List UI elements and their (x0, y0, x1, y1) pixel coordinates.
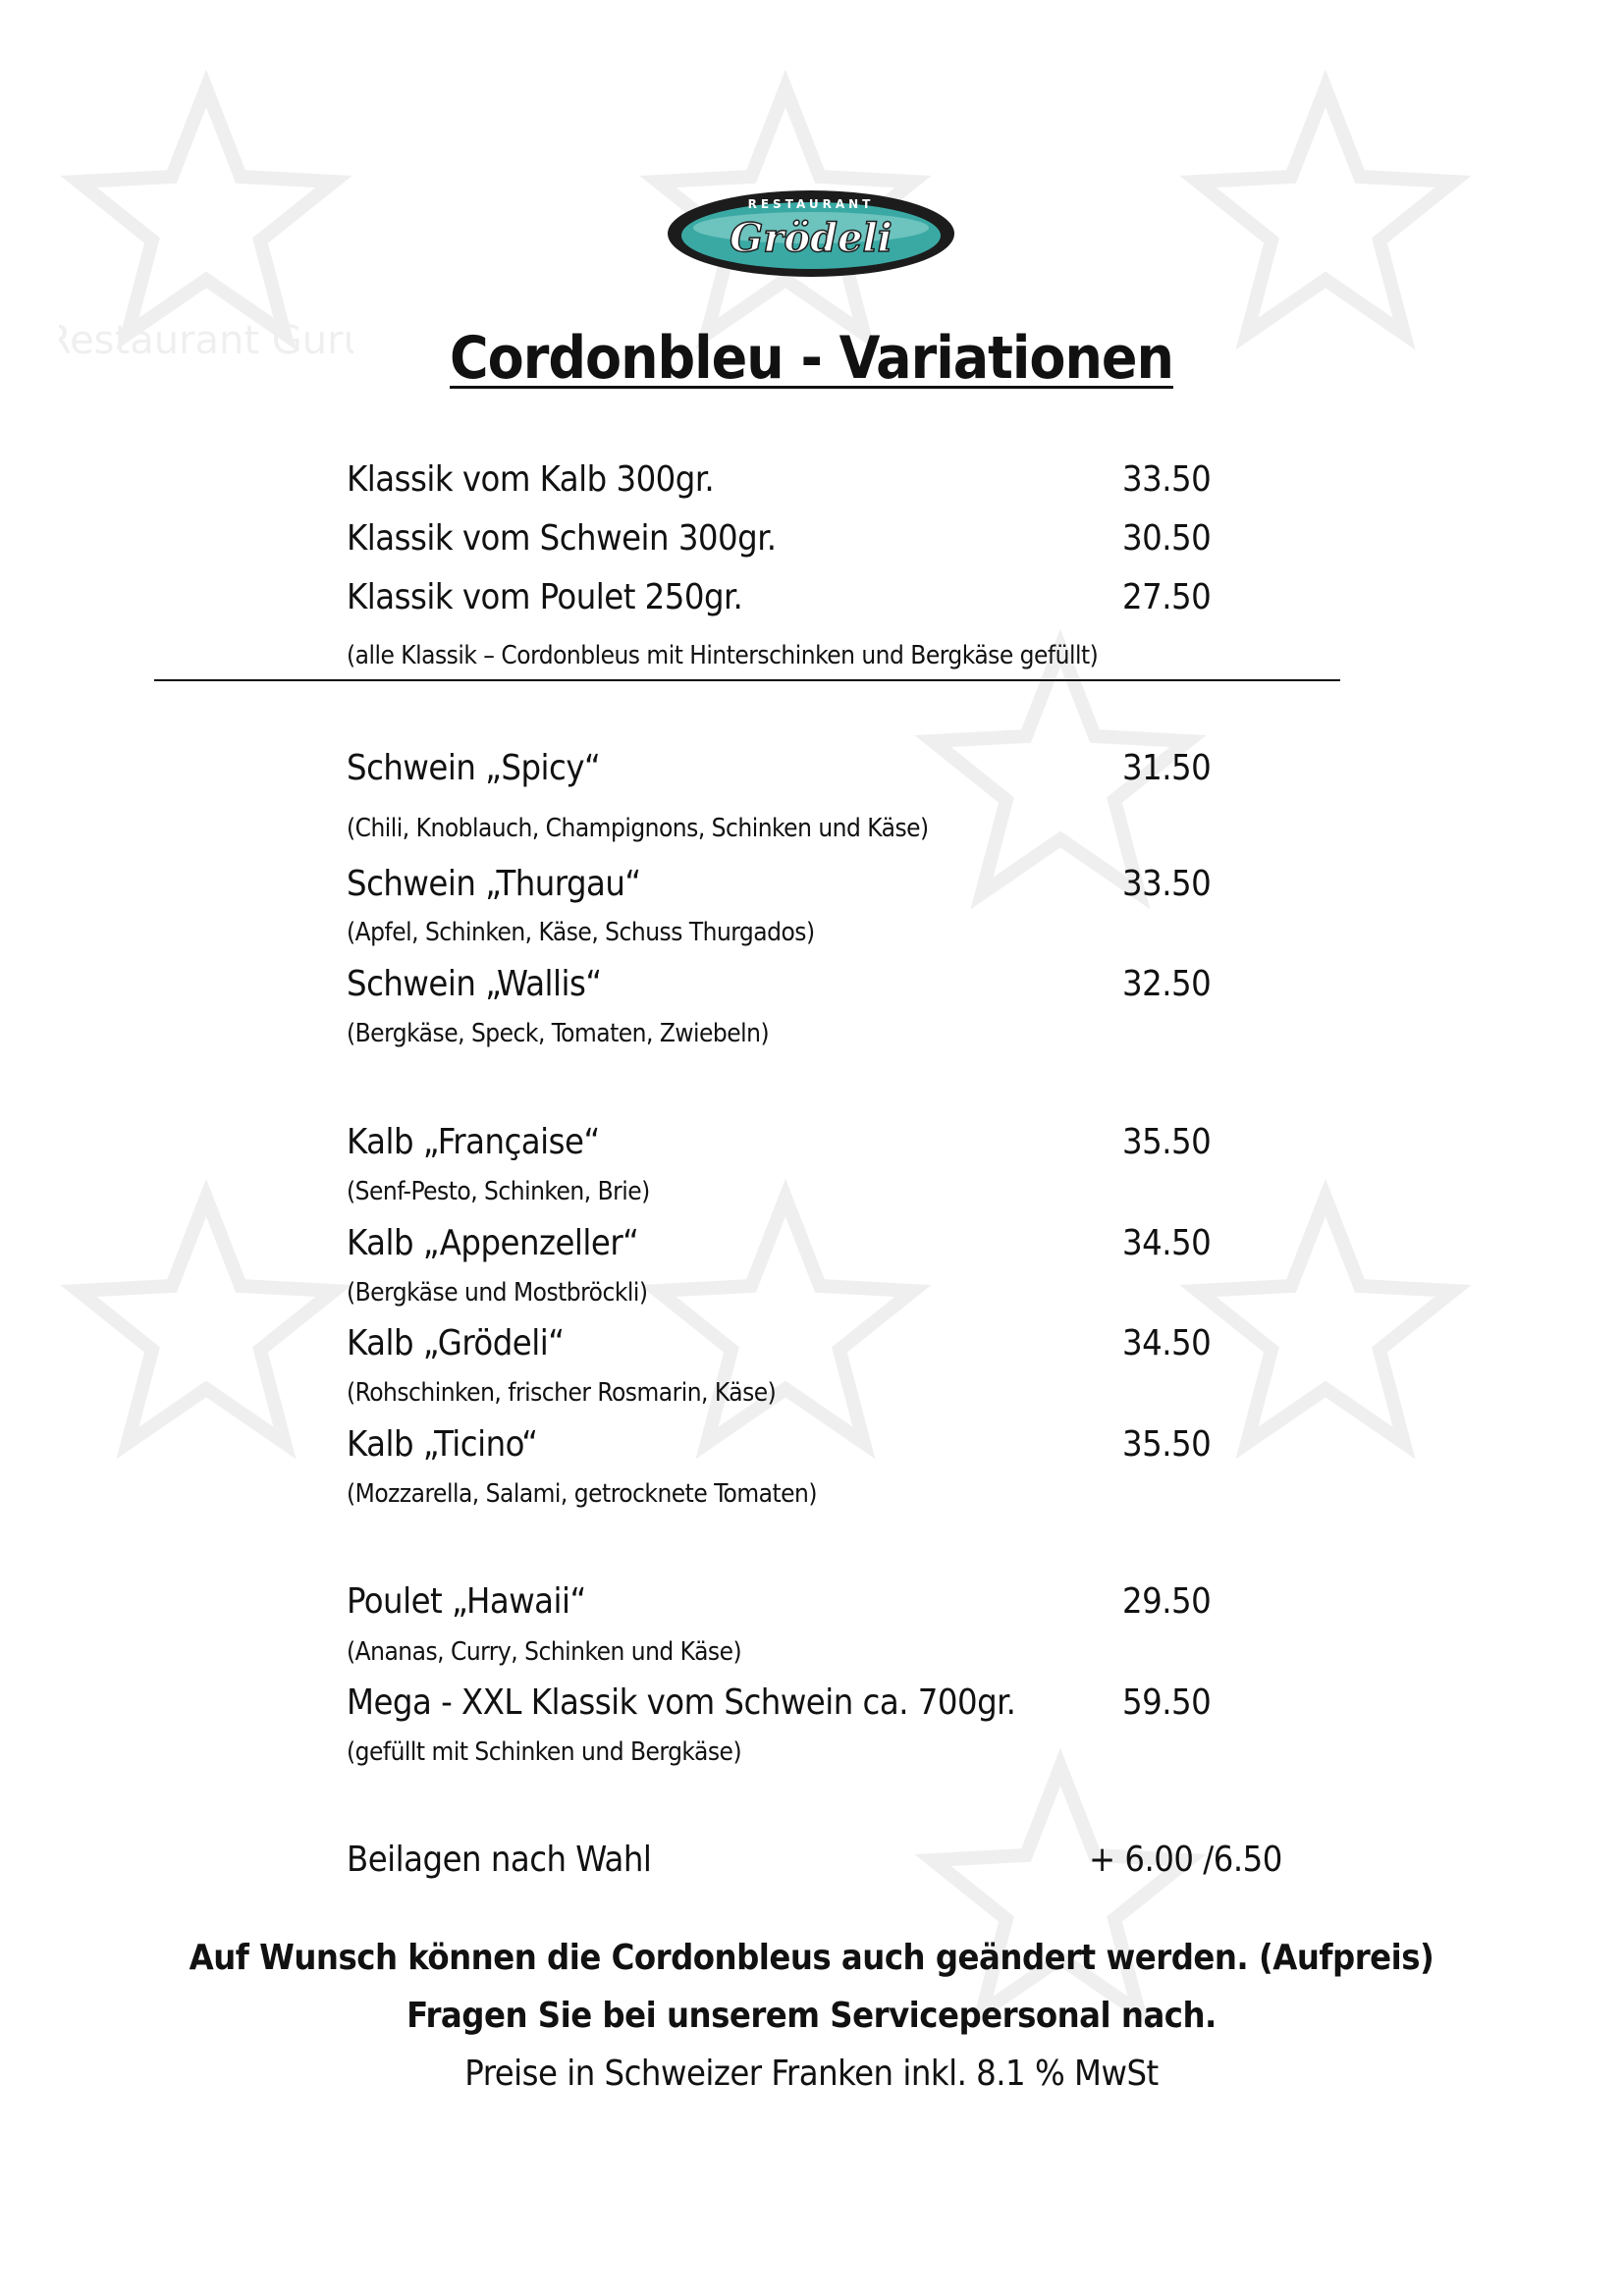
item-price: 34.50 (1122, 1323, 1212, 1363)
item-name: Schwein „Wallis“ (347, 964, 602, 1004)
star-fork-icon (1178, 69, 1473, 363)
logo-top-text: RESTAURANT (747, 197, 875, 211)
item-price: 29.50 (1122, 1581, 1212, 1622)
item-name: Beilagen nach Wahl (347, 1840, 652, 1880)
item-price: 33.50 (1122, 459, 1212, 500)
svg-text:Restaurant Guru: Restaurant Guru (59, 318, 353, 363)
item-name: Klassik vom Schwein 300gr. (347, 518, 777, 559)
item-price: 30.50 (1122, 518, 1212, 559)
item-desc: (Ananas, Curry, Schinken und Käse) (347, 1637, 742, 1667)
star-fork-icon (59, 1178, 353, 1472)
logo-name: Grödeli (730, 215, 893, 261)
item-desc: (Bergkäse, Speck, Tomaten, Zwiebeln) (347, 1019, 770, 1048)
restaurant-logo (664, 187, 958, 281)
item-desc: (Chili, Knoblauch, Champignons, Schinken und Käse) (347, 814, 929, 843)
footer-note-1: Auf Wunsch können die Cordonbleus auch geändert werden. (Aufpreis) (189, 1938, 1434, 1978)
item-name: Mega - XXL Klassik vom Schwein ca. 700gr. (347, 1682, 1016, 1723)
klassik-note: (alle Klassik – Cordonbleus mit Hinterschinken und Bergkäse gefüllt) (347, 641, 1099, 670)
item-desc: (Apfel, Schinken, Käse, Schuss Thurgados) (347, 918, 815, 947)
item-price: 31.50 (1122, 748, 1212, 788)
item-desc: (Mozzarella, Salami, getrocknete Tomaten) (347, 1479, 817, 1509)
item-price: 33.50 (1122, 864, 1212, 904)
item-name: Klassik vom Poulet 250gr. (347, 577, 743, 617)
item-price: 32.50 (1122, 964, 1212, 1004)
item-desc: (gefüllt mit Schinken und Bergkäse) (347, 1737, 742, 1767)
item-desc: (Rohschinken, frischer Rosmarin, Käse) (347, 1378, 777, 1408)
item-price: + 6.00 /6.50 (1089, 1840, 1282, 1880)
item-name: Poulet „Hawaii“ (347, 1581, 586, 1622)
item-name: Kalb „Ticino“ (347, 1424, 538, 1465)
section-divider (154, 679, 1340, 681)
item-name: Kalb „Grödeli“ (347, 1323, 565, 1363)
footer-note-2: Fragen Sie bei unserem Servicepersonal nach. (406, 1996, 1217, 2036)
page-title: Cordonbleu - Variationen (450, 324, 1173, 393)
item-price: 27.50 (1122, 577, 1212, 617)
star-fork-icon (59, 69, 353, 363)
item-name: Schwein „Thurgau“ (347, 864, 641, 904)
item-price: 35.50 (1122, 1424, 1212, 1465)
footer-note-3: Preise in Schweizer Franken inkl. 8.1 % MwSt (464, 2054, 1159, 2094)
star-fork-icon (638, 1178, 933, 1472)
item-price: 34.50 (1122, 1223, 1212, 1263)
item-desc: (Bergkäse und Mostbröckli) (347, 1278, 648, 1308)
item-name: Klassik vom Kalb 300gr. (347, 459, 715, 500)
item-name: Kalb „Appenzeller“ (347, 1223, 639, 1263)
item-price: 35.50 (1122, 1122, 1212, 1162)
item-name: Kalb „Française“ (347, 1122, 600, 1162)
item-price: 59.50 (1122, 1682, 1212, 1723)
item-desc: (Senf-Pesto, Schinken, Brie) (347, 1177, 650, 1206)
item-name: Schwein „Spicy“ (347, 748, 601, 788)
